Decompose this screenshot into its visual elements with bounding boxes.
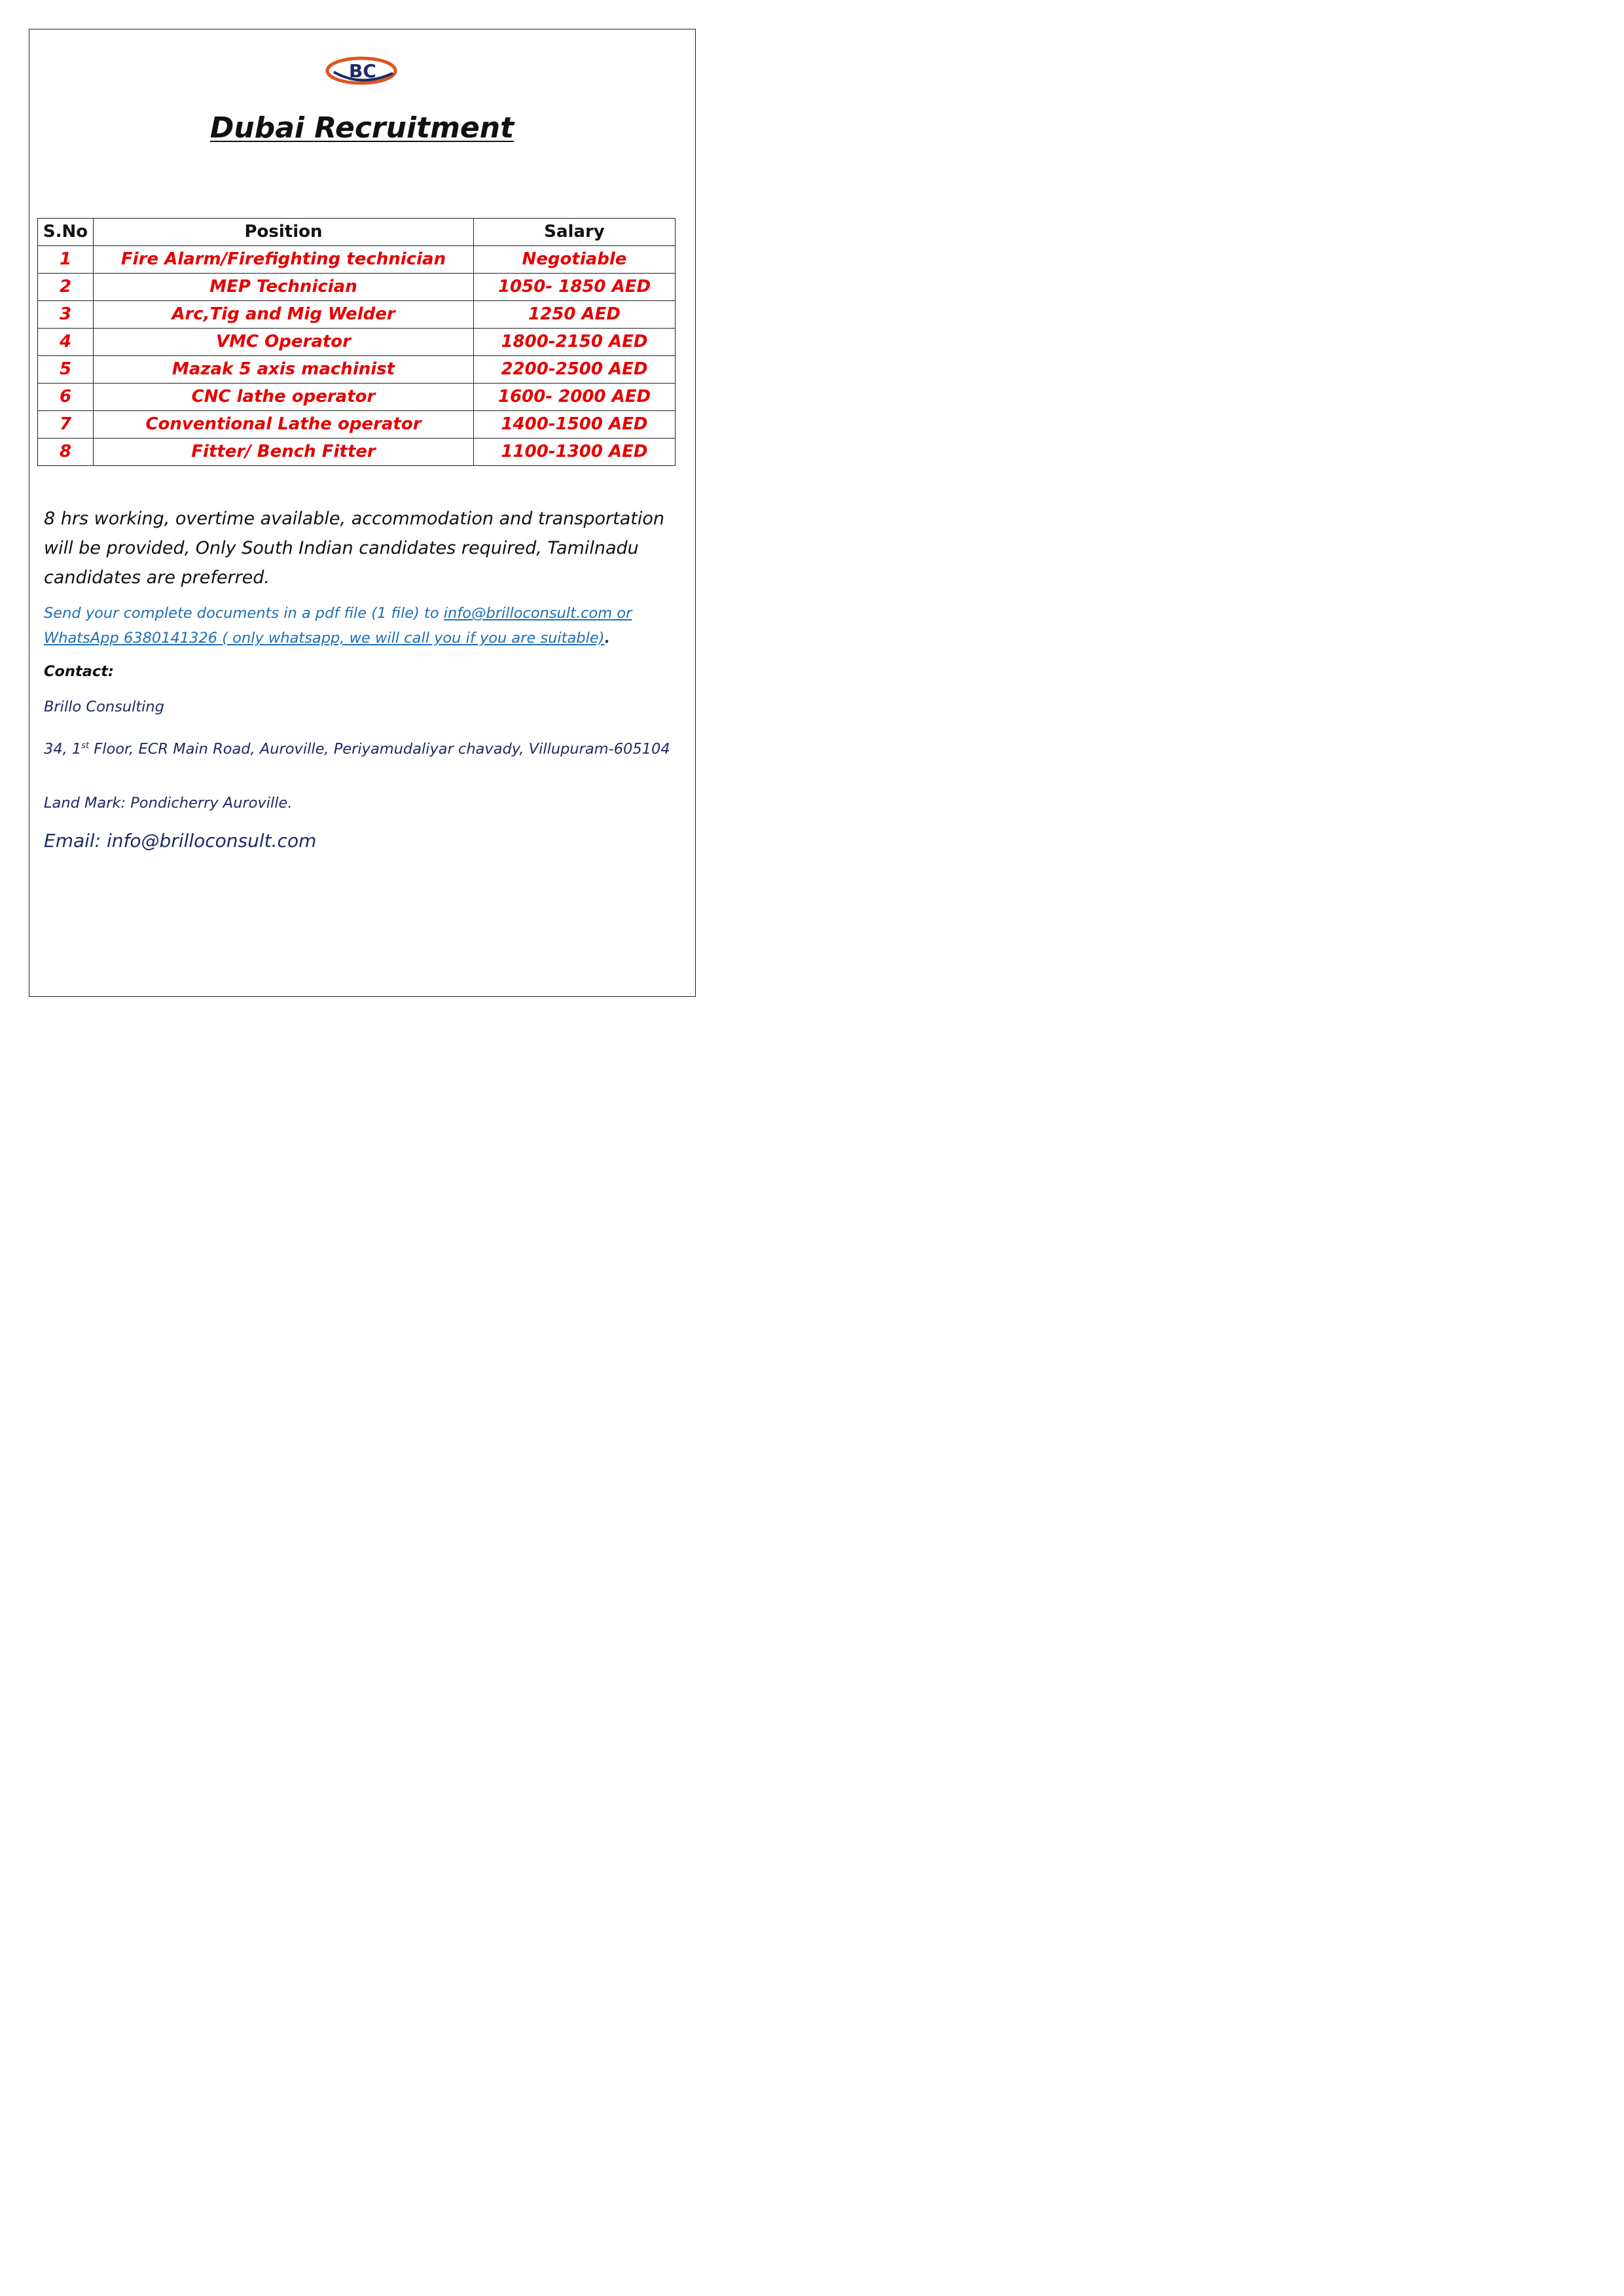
address-superscript: st [81, 741, 90, 751]
table-row [38, 411, 676, 439]
send-lead-text: Send your complete documents in a pdf file (1 file) to [44, 605, 444, 622]
header-position: Position [94, 219, 474, 246]
company-address [44, 733, 685, 762]
cell-sno: 7 [38, 411, 94, 439]
table-row [38, 329, 676, 356]
cell-salary: 1050- 1850 AED [474, 274, 676, 301]
table-row [38, 384, 676, 411]
contact-link[interactable]: info@brilloconsult.com or WhatsApp 6380141326 ( only whatsapp, we will call you if you are suitable) [44, 605, 632, 647]
cell-position: VMC Operator [94, 329, 474, 356]
cell-sno: 2 [38, 274, 94, 301]
brillo-logo [321, 54, 405, 89]
table-row [38, 356, 676, 384]
cell-sno: 6 [38, 384, 94, 411]
cell-sno: 3 [38, 301, 94, 329]
table-row [38, 246, 676, 274]
cell-position: Fire Alarm/Firefighting technician [94, 246, 474, 274]
cell-position: Mazak 5 axis machinist [94, 356, 474, 384]
cell-position: Fitter/ Bench Fitter [94, 439, 474, 466]
header-sno: S.No [38, 219, 94, 246]
logo-initials: BC [349, 60, 376, 82]
table-row [38, 274, 676, 301]
cell-sno: 8 [38, 439, 94, 466]
cell-position: CNC lathe operator [94, 384, 474, 411]
cell-salary: 1400-1500 AED [474, 411, 676, 439]
page-title: Dubai Recruitment [209, 111, 514, 145]
cell-sno: 4 [38, 329, 94, 356]
cell-position: Conventional Lathe operator [94, 411, 474, 439]
address-part-1: 34, 1 [44, 740, 82, 758]
cell-salary: 2200-2500 AED [474, 356, 676, 384]
cell-position: MEP Technician [94, 274, 474, 301]
send-documents-text [44, 601, 685, 651]
address-part-2: Floor, ECR Main Road, Auroville, Periyamudaliyar chavady, Villupuram-605104 [89, 740, 670, 758]
header-salary: Salary [474, 219, 676, 246]
cell-salary: 1100-1300 AED [474, 439, 676, 466]
cell-salary: Negotiable [474, 246, 676, 274]
table-row [38, 439, 676, 466]
contact-heading: Contact: [44, 663, 115, 680]
send-end-text: . [604, 630, 611, 647]
cell-position: Arc,Tig and Mig Welder [94, 301, 474, 329]
table-row [38, 301, 676, 329]
landmark-text: Land Mark: Pondicherry Auroville. [44, 795, 293, 812]
cell-sno: 1 [38, 246, 94, 274]
cell-salary: 1600- 2000 AED [474, 384, 676, 411]
jobs-table [37, 218, 676, 466]
cell-salary: 1250 AED [474, 301, 676, 329]
job-terms-text: 8 hrs working, overtime available, accommodation and transportation will be provided, Only South Indian candidates required, Tamilnadu candidates are preferred. [44, 509, 664, 588]
cell-sno: 5 [38, 356, 94, 384]
email-text[interactable]: Email: info@brilloconsult.com [44, 830, 317, 852]
cell-salary: 1800-2150 AED [474, 329, 676, 356]
table-header-row [38, 219, 676, 246]
company-name: Brillo Consulting [44, 698, 164, 715]
